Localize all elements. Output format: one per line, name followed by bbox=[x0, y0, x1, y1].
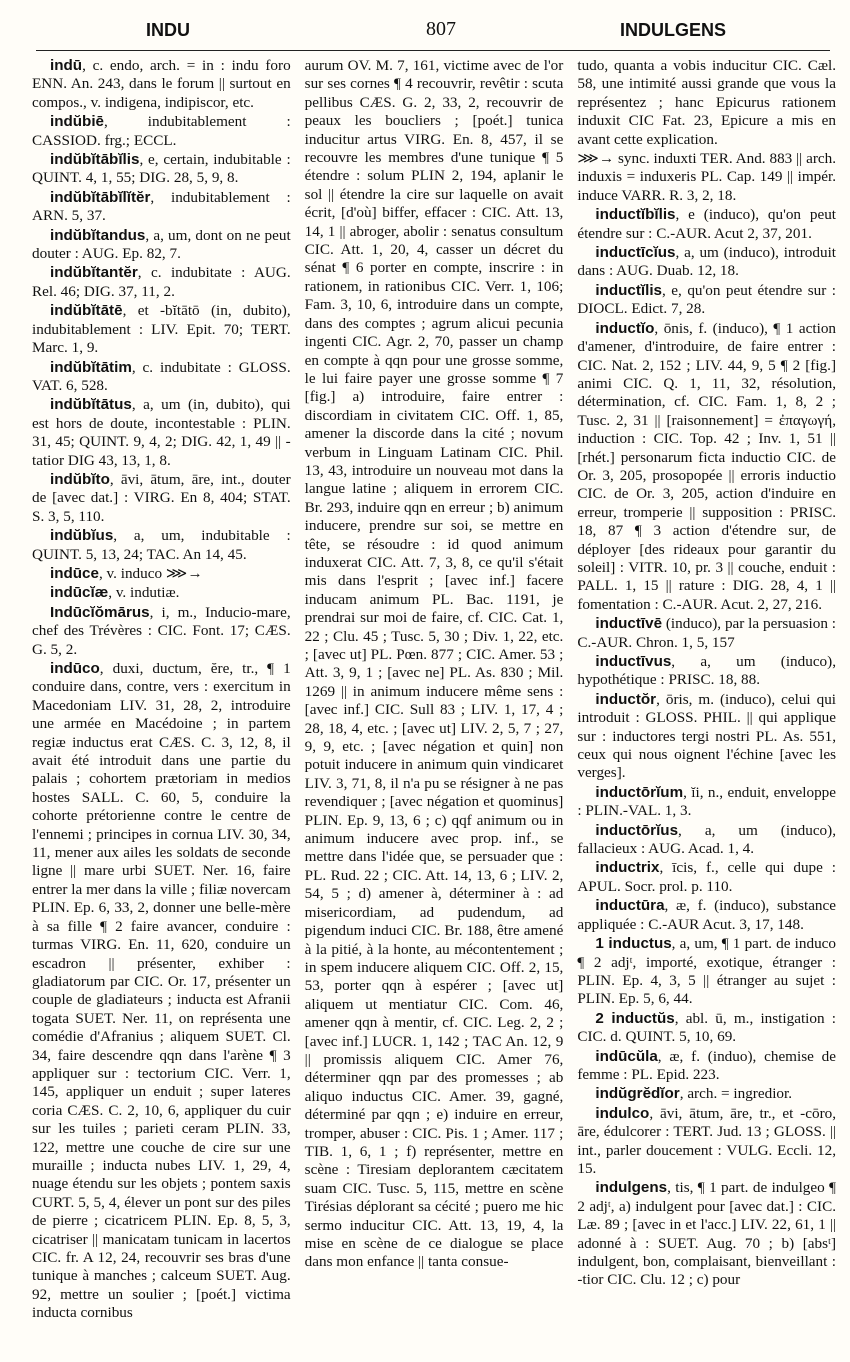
entry-text: , ōris, m. (induco), celui qui introduit : GLOSS. PHIL. || qui applique sur : inductores tergi nostri PL. As. 551, ceux qui nous oignent l'échine [avec les verges]. bbox=[577, 690, 837, 782]
entry-headword: 2 inductŭs bbox=[595, 1009, 675, 1027]
entry-headword: indū bbox=[50, 57, 83, 74]
entry-text: , a, um (induco), introduit dans : AUG. Duab. 12, 18. bbox=[577, 244, 837, 280]
entry-text: aurum OV. M. 7, 161, victime avec de l'or sur ses cornes ¶ 4 recouvrir, revêtir : scuta pellibus CÆS. G. 2, 33, 2, recouvrir de peaux les boucliers ; [poét.] tunica inducitur artus VIRG. En. 8, 457, il se recouvre les membres d'une tunique ¶ 5 étendre : solum PLIN 2, 194, aplanir le sol || étendre la cire sur laquelle on avait écrit, [d'où] biffer, effacer : CIC. Att. 13, 14, 1 || abroger, abolir : senatus consultum CIC. Att. 1, 20, 4, casser un décret du sénat ¶ 6 porter en compte, inscrire : in rationem, in rationibus CIC. Verr. 1, 106; Fam. 3, 10, 6, introduire dans un compte, dans des comptes ; agrum alicui pecunia ingenti CIC. Agr. 2, 70, passer un champ en compte à qqn pour une grosse somme, le lui faire payer une grosse somme ¶ 7 [fig.] a) introduire, faire entrer : discordiam in civitatem CIC. Off. 1, 85, amener la discorde dans la cité ; novum verbum in Linguam Latinam CIC. Phil. 13, 43, introduire un nouveau mot dans la langue latine ; aliquem in errorem CIC. Br. 293, induire qqn en erreur ; b) animum inducere, prendre sur soi, se mettre en tête, se résoudre : id quod animum induxerat CIC. Att. 7, 3, 8, ce qu'il s'était mis dans l'esprit ; [avec inf.] facere inducam animum PL. Bac. 1191, je prendrai sur moi de faire, cf. CIC. Cat. 1, 22 ; Clu. 45 ; Tusc. 5, 30 ; Div. 1, 22, etc. ; [avec ut] PL. Pœn. 877 ; CIC. Amer. 53 ; Att. 3, 9, 1 ; [avec ne] PL. As. 830 ; Mil. 1269 || in animum inducere même sens : [avec inf.] CIC. Sull 83 ; LIV. 1, 17, 4 ; 28, 18, 4, etc. ; [avec ut] LIV. 2, 5, 7 ; 27, 9, 9, etc. ; [avec négation et quin] non potuit inducere in animum quin vindicaret LIV. 3, 71, 8, il n'a pu se résigner à ne pas revendiquer ; [avec négation et quominus] PLIN. Ep. 9, 13, 6 ; c) qqf animum ou in animum inducere avec prop. inf., se mettre dans l'idée que, se persuader que : PL. Rud. 22 ; CIC. Att. 14, 13, 6 ; LIV. 2, 54, 5 ; d) amener à, déterminer à : ad misericordiam, ad pudendum, ad pigendum induci CIC. Br. 188, être amené à la pitié, à la honte, au mécontentement ; in spem inducere aliquem CIC. Off. 2, 15, 53, porter qqn à espérer ; [avec ut] aliquem ut mentiatur CIC. Com. 46, amener qqn à mentir, cf. CIC. Leg. 2, 2 ; [avec inf.] LUCR. 1, 142 ; TAC An. 12, 9 || promissis aliquem CIC. Amer 76, déterminer qqn par des promesses ; ab aliquo inductus CIC. Amer. 39, gagné, déterminé par qqn ; e) induire en erreur, tromper, abuser : CIC. Pis. 1 ; Amer. 117 ; TIB. 1, 6, 1 ; f) représenter, mettre en scène : Tiresiam deplorantem cæcitatem suam CIC. Tusc. 5, 115, mettre en scène Tirésias déplorant sa cécité ; puero me hic sermo inducitur CIC. Att. 13, 19, 4, la mise en scène de ce dialogue se place dans mon enfance || tanta consue- bbox=[304, 57, 564, 1271]
dictionary-entry bbox=[577, 653, 836, 690]
page-number: 807 bbox=[426, 18, 456, 40]
entry-text: , indubitablement : CASSIOD. frg.; ECCL. bbox=[32, 113, 291, 149]
entry-headword: indūcĭæ bbox=[50, 584, 109, 602]
entry-text: , e, certain, indubitable : QUINT. 4, 1, 55; DIG. 28, 5, 9, 8. bbox=[32, 151, 291, 187]
entry-text: , ĭi, n., enduit, enveloppe : PLIN.-VAL. 1, 3. bbox=[577, 783, 837, 820]
entry-text: , a, um, dont on ne peut douter : AUG. Ep. 82, 7. bbox=[32, 226, 291, 263]
column-left bbox=[32, 57, 291, 1324]
dictionary-entry bbox=[577, 691, 836, 783]
dictionary-entry bbox=[577, 784, 836, 821]
entry-headword: 1 inductus bbox=[595, 935, 672, 953]
entry-headword: indūco bbox=[50, 660, 100, 677]
entry-headword: inductōrĭum bbox=[595, 783, 684, 801]
dictionary-entry bbox=[32, 527, 291, 564]
entry-text: , e, qu'on peut étendre sur : DIOCL. Edict. 7, 28. bbox=[577, 281, 837, 318]
entry-text: , et -bĭtātō (in, dubito), indubitablement : LIV. Epit. 70; TERT. Marc. 1, 9. bbox=[32, 302, 291, 357]
dictionary-entry bbox=[577, 1048, 836, 1085]
dictionary-entry bbox=[32, 359, 291, 396]
dictionary-entry bbox=[577, 1085, 836, 1103]
entry-text: , īcis, f., celle qui dupe : APUL. Socr. prol. p. 110. bbox=[577, 859, 837, 895]
entry-text: , a, um, ¶ 1 part. de induco ¶ 2 adjᵗ, importé, exotique, étranger : PLIN. Ep. 4, 3, 5 || étranger au sujet : PLIN. Ep. 5, 6, 44. bbox=[577, 935, 837, 1008]
entry-text: ⋙→ sync. induxti TER. And. 883 || arch. induxis = induxeris PL. Cap. 149 || impér. induce VARR. R. 3, 2, 18. bbox=[577, 150, 837, 204]
dictionary-entry bbox=[32, 565, 291, 583]
header-right-guideword: INDULGENS bbox=[619, 20, 726, 40]
entry-text: , a, um (induco), fallacieux : AUG. Acad. 1, 4. bbox=[577, 821, 837, 858]
entry-headword: inductōrĭus bbox=[595, 821, 679, 839]
dictionary-entry bbox=[577, 320, 836, 615]
entry-text: , a, um (in, dubito), qui est hors de doute, incontestable : PLIN. 31, 45; QUINT. 9, 4, 2; DIG. 42, 1, 49 || -tatior DIG 43, 13, 1, 8. bbox=[32, 396, 291, 469]
dictionary-entry bbox=[577, 1105, 836, 1179]
entry-headword: indŭbĭtantĕr bbox=[50, 264, 138, 282]
entry-text: , a, um (induco), hypothétique : PRISC. 18, 88. bbox=[577, 653, 837, 689]
entry-headword: inductīcĭus bbox=[595, 244, 676, 262]
entry-headword: indulgens bbox=[595, 1179, 668, 1197]
entry-text: , e (induco), qu'on peut étendre sur : C.-AUR. Acut 2, 37, 201. bbox=[577, 206, 837, 242]
entry-headword: inductīvē bbox=[595, 615, 663, 633]
entry-headword: indŭbĭtābĭlĭtĕr bbox=[50, 188, 151, 206]
column-middle bbox=[305, 57, 564, 1324]
entry-text: , c. indubitate : GLOSS. VAT. 6, 528. bbox=[32, 358, 291, 394]
entry-headword: inductĭbĭlis bbox=[595, 206, 676, 224]
dictionary-entry bbox=[32, 189, 291, 226]
entry-text: , v. induco ⋙→ bbox=[98, 564, 203, 582]
entry-text: , v. indutiæ. bbox=[108, 584, 180, 602]
column-right bbox=[577, 57, 836, 1324]
dictionary-entry bbox=[32, 227, 291, 264]
entry-headword: inductĭlis bbox=[595, 281, 663, 299]
entry-text: , abl. ū, m., instigation : CIC. d. QUINT. 5, 10, 69. bbox=[577, 1009, 837, 1046]
entry-text: tudo, quanta a vobis inducitur CIC. Cæl. 58, une intimité aussi grande que vous la représentez ; hanc Epicurus rationem induxit CIC Fat. 23, Epicure a mis en avant cette explication. bbox=[577, 57, 837, 148]
entry-text: , āvi, ātum, āre, tr., et -cōro, āre, édulcorer : TERT. Jud. 13 ; GLOSS. || int., parler doucement : VULG. Eccli. 12, 15. bbox=[577, 1104, 837, 1177]
dictionary-entry bbox=[577, 1179, 836, 1289]
entry-headword: indŭbĭtātē bbox=[50, 302, 123, 320]
dictionary-entry bbox=[577, 244, 836, 281]
dictionary-entry bbox=[32, 151, 291, 188]
entry-text: , c. indubitate : AUG. Rel. 46; DIG. 37, 11, 2. bbox=[32, 264, 291, 300]
entry-headword: indŭbĭtābĭlis bbox=[50, 151, 140, 169]
dictionary-entry bbox=[577, 822, 836, 859]
dictionary-entry bbox=[577, 150, 836, 205]
running-header bbox=[36, 14, 830, 51]
dictionary-entry bbox=[32, 57, 291, 112]
dictionary-entry bbox=[577, 935, 836, 1009]
dictionary-entry bbox=[32, 113, 291, 150]
dictionary-entry bbox=[577, 282, 836, 319]
entry-headword: indŭbiē bbox=[50, 113, 104, 131]
dictionary-entry bbox=[32, 471, 291, 526]
dictionary-entry bbox=[32, 396, 291, 470]
entry-headword: indŭgrĕdĭor bbox=[595, 1085, 680, 1103]
entry-text: , āvi, ātum, āre, int., douter de [avec dat.] : VIRG. En 8, 404; STAT. S. 3, 5, 110. bbox=[32, 470, 291, 525]
entry-headword: inductūra bbox=[595, 897, 665, 915]
entry-text: , i, m., Inducio-mare, chef des Trévères : CIC. Font. 17; CÆS. G. 5, 2. bbox=[32, 603, 291, 658]
entry-text: , ōnis, f. (induco), ¶ 1 action d'amener, d'introduire, de faire entrer : CIC. Nat. 2, 152 ; LIV. 44, 9, 5 ¶ 2 [fig.] animi CIC. Q. 1, 11, 32, résolution, détermination, cf. CIC. Fam. 1, 8, 2 ; Tusc. 2, 31 || [raisonnement] = ἐπαγωγή, induction : CIC. Top. 42 ; Inv. 1, 51 || [rhét.] personarum ficta inductio CIC. de Or. 3, 205, prosopopée || erroris inductio CIC. de Or. 3, 205, action d'induire en erreur, tromperie || supposition : PRISC. 18, 87 ¶ 3 action d'étendre sur, de déployer [des rideaux pour garantir du soleil] : VITR. 10, pr. 3 || couche, enduit : PALL. 1, 15 || rature : DIG. 28, 4, 1 || fomentation : C.-AUR. Acut. 2, 27, 216. bbox=[577, 319, 837, 613]
entry-headword: inductŏr bbox=[595, 690, 657, 708]
dictionary-entry bbox=[32, 604, 291, 659]
header-left-guideword: INDU bbox=[146, 20, 190, 40]
entry-text: , arch. = ingredior. bbox=[679, 1085, 793, 1103]
entry-headword: indŭbĭto bbox=[50, 470, 110, 488]
entry-text: , tis, ¶ 1 part. de indulgeo ¶ 2 adjᵗ, a) indulgent pour [avec dat.] : CIC. Læ. 89 ; [avec in et l'acc.] LIV. 22, 61, 1 || adonné à : SUET. Aug. 70 ; b) [absᵗ] indulgent, bon, complaisant, bienveillant : -tior CIC. Clu. 12 ; c) pour bbox=[577, 1179, 837, 1289]
dictionary-entry bbox=[32, 264, 291, 301]
entry-headword: inductīvus bbox=[595, 653, 672, 670]
entry-headword: Indūcĭŏmārus bbox=[50, 603, 150, 621]
dictionary-entry bbox=[577, 897, 836, 934]
entry-headword: indulco bbox=[595, 1104, 650, 1122]
dictionary-entry bbox=[577, 57, 836, 149]
dictionary-entry bbox=[32, 302, 291, 357]
entry-text: , æ, f. (induco), substance appliquée : C.-AUR Acut. 3, 17, 148. bbox=[577, 897, 837, 933]
entry-headword: indŭbĭtandus bbox=[50, 226, 146, 244]
entry-headword: inductrix bbox=[595, 859, 660, 877]
dictionary-entry bbox=[32, 660, 291, 1323]
dictionary-entry bbox=[305, 57, 564, 1272]
dictionary-entry bbox=[32, 584, 291, 602]
dictionary-entry bbox=[577, 859, 836, 896]
entry-text: , duxi, ductum, ĕre, tr., ¶ 1 conduire dans, contre, vers : exercitum in Macedoniam LIV. 31, 28, 2, introduire une armée en Macédoine ; in partem regiæ inductus erat CÆS. C. 3, 12, 8, il avait été introduit dans une partie du palais ; cohortem prætoriam in medios hostes SALL. C. 60, 5, conduire la cohorte prétorienne contre le centre de l'ennemi ; principes in cornua LIV. 30, 34, 11, mener aux ailes les soldats de seconde ligne || mare urbi SUET. Ner. 16, faire entrer la mer dans la ville ; filiæ novercam PLIN. Ep. 6, 33, 2, donner une belle-mère à sa fille ¶ 2 faire avancer, conduire : turmas VIRG. En. 11, 620, conduire un escadron || présenter, exhiber : gladiatorum par CIC. Or. 17, présenter un couple de gladiateurs ; inducta est Afranii togata SUET. Ner. 11, on représenta une comédie d'Afranius ; aliquem SUET. Cl. 34, faire descendre qqn dans l'arène ¶ 3 appliquer sur : tectorium CIC. Verr. 1, 145, appliquer un enduit ; super lateres coria CÆS. C. 2, 10, 6, appliquer du cuir sur les tuiles ; parieti ceram PLIN. 33, 122, mettre une couche de cire sur une muraille ; inducta nubes LIV. 1, 29, 4, nuage étendu sur les objets ; pontem saxis CURT. 5, 5, 4, élever un pont sur des piles de pierre ; cicatricem PLIN. Ep. 8, 5, 3, cicatriser || manicatam tunicam in lacertos CIC. fr. A 12, 24, recouvrir ses bras d'une tunique à manches ; calceum SUET. Aug. 92, mettre un soulier ; [poét.] victima inducta cornibus bbox=[32, 660, 291, 1322]
entry-text: , indubitablement : ARN. 5, 37. bbox=[32, 188, 291, 225]
entry-text: , c. endo, arch. = in : indu foro ENN. An. 243, dans le forum || surtout en compos., v. indigena, indipiscor, etc. bbox=[32, 57, 291, 111]
entry-headword: indŭbĭus bbox=[50, 527, 114, 545]
entry-headword: indŭbĭtātus bbox=[50, 396, 132, 414]
dictionary-entry bbox=[577, 1010, 836, 1047]
entry-text: (induco), par la persuasion : C.-AUR. Chron. 1, 5, 157 bbox=[577, 615, 837, 651]
entry-headword: inductĭo bbox=[595, 319, 655, 337]
text-columns bbox=[18, 57, 836, 1324]
entry-text: , æ, f. (induo), chemise de femme : PL. Epid. 223. bbox=[577, 1047, 837, 1083]
entry-text: , a, um, indubitable : QUINT. 5, 13, 24; TAC. An 14, 45. bbox=[32, 527, 291, 563]
entry-headword: indūcŭla bbox=[595, 1047, 658, 1065]
dictionary-entry bbox=[577, 615, 836, 652]
entry-headword: indŭbĭtātim bbox=[50, 358, 132, 376]
entry-headword: indūce bbox=[50, 564, 99, 582]
dictionary-entry bbox=[577, 206, 836, 243]
